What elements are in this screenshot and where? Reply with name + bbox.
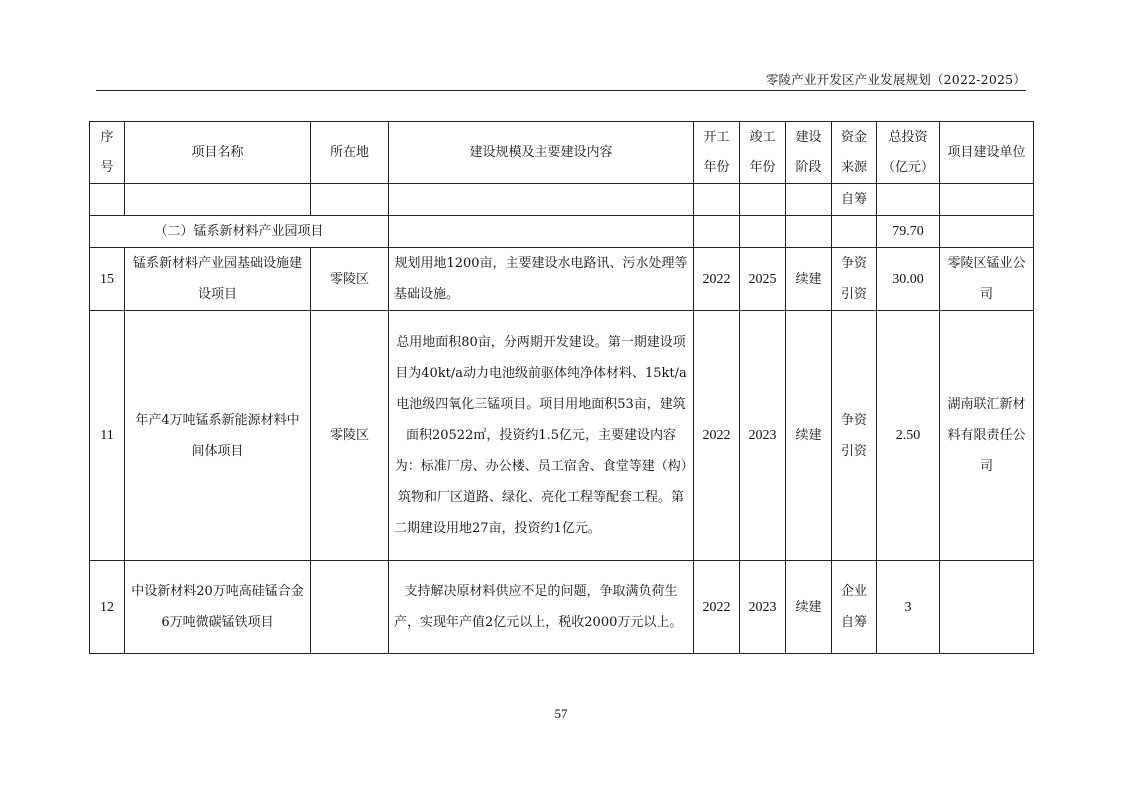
- page-number: 57: [554, 706, 568, 721]
- carry-cell-seq: [90, 184, 125, 216]
- table-row-section: [90, 216, 1034, 248]
- row-end-year: 2023: [740, 561, 786, 654]
- row-start-year: 2022: [694, 248, 740, 311]
- header-seq: 序号: [90, 122, 125, 184]
- carry-cell-end: [740, 184, 786, 216]
- carry-cell-name: [125, 184, 311, 216]
- row-investment: 30.00: [877, 248, 940, 311]
- row-seq: 15: [90, 248, 125, 311]
- row-stage: 续建: [786, 561, 832, 654]
- section-investment: 79.70: [877, 216, 940, 248]
- row-end-year: 2025: [740, 248, 786, 311]
- row-start-year: 2022: [694, 561, 740, 654]
- header-location: 所在地: [311, 122, 389, 184]
- running-header-title: 零陵产业开发区产业发展规划（2022-2025）: [765, 72, 1026, 87]
- row-funding: 企业自筹: [832, 561, 877, 654]
- row-location: 零陵区: [311, 311, 389, 561]
- row-project-name: 锰系新材料产业园基础设施建设项目: [125, 248, 311, 311]
- carry-cell-investment: [877, 184, 940, 216]
- table-row-carry: [90, 184, 1034, 216]
- section-cell-unit: [940, 216, 1034, 248]
- row-content: 支持解决原材料供应不足的问题，争取满负荷生产，实现年产值2亿元以上，税收2000万元以上。: [389, 561, 694, 654]
- header-investment: 总投资（亿元）: [877, 122, 940, 184]
- row-location: [311, 561, 389, 654]
- row-funding: 争资引资: [832, 311, 877, 561]
- carry-cell-start: [694, 184, 740, 216]
- header-funding: 资金来源: [832, 122, 877, 184]
- header-start-year: 开工年份: [694, 122, 740, 184]
- table-row: [90, 561, 1034, 654]
- table-row: [90, 311, 1034, 561]
- row-seq: 12: [90, 561, 125, 654]
- row-unit: [940, 561, 1034, 654]
- row-stage: 续建: [786, 311, 832, 561]
- row-unit: 零陵区锰业公司: [940, 248, 1034, 311]
- header-content: 建设规模及主要建设内容: [389, 122, 694, 184]
- row-content: 总用地面积80亩，分两期开发建设。第一期建设项目为40kt/a动力电池级前驱体纯净体材料、15kt/a电池级四氧化三锰项目。项目用地面积53亩，建筑面积20522㎡，投资约1.5亿元，主要建设内容为：标准厂房、办公楼、员工宿舍、食堂等建（构）筑物和厂区道路、绿化、亮化工程等配套工程。第二期建设用地27亩，投资约1亿元。: [389, 311, 694, 561]
- row-content: 规划用地1200亩，主要建设水电路讯、污水处理等基础设施。: [389, 248, 694, 311]
- row-seq: 11: [90, 311, 125, 561]
- section-cell-start: [694, 216, 740, 248]
- row-location: 零陵区: [311, 248, 389, 311]
- header-end-year: 竣工年份: [740, 122, 786, 184]
- section-cell-content: [389, 216, 694, 248]
- row-start-year: 2022: [694, 311, 740, 561]
- header-rule: [96, 90, 1026, 91]
- header-unit: 项目建设单位: [940, 122, 1034, 184]
- carry-cell-stage: [786, 184, 832, 216]
- section-cell-stage: [786, 216, 832, 248]
- carry-cell-location: [311, 184, 389, 216]
- table-row: [90, 248, 1034, 311]
- row-end-year: 2023: [740, 311, 786, 561]
- row-investment: 2.50: [877, 311, 940, 561]
- header-stage: 建设阶段: [786, 122, 832, 184]
- section-cell-end: [740, 216, 786, 248]
- section-cell-funding: [832, 216, 877, 248]
- row-project-name: 年产4万吨锰系新能源材料中间体项目: [125, 311, 311, 561]
- header-project-name: 项目名称: [125, 122, 311, 184]
- project-table: [89, 121, 1034, 654]
- carry-cell-unit: [940, 184, 1034, 216]
- carry-cell-content: [389, 184, 694, 216]
- row-project-name: 中设新材料20万吨高硅锰合金6万吨微碳锰铁项目: [125, 561, 311, 654]
- row-investment: 3: [877, 561, 940, 654]
- table-header-row: [90, 122, 1034, 184]
- row-funding: 争资引资: [832, 248, 877, 311]
- row-unit: 湖南联汇新材料有限责任公司: [940, 311, 1034, 561]
- section-title: （二）锰系新材料产业园项目: [90, 216, 389, 248]
- row-stage: 续建: [786, 248, 832, 311]
- carry-cell-funding: 自筹: [832, 184, 877, 216]
